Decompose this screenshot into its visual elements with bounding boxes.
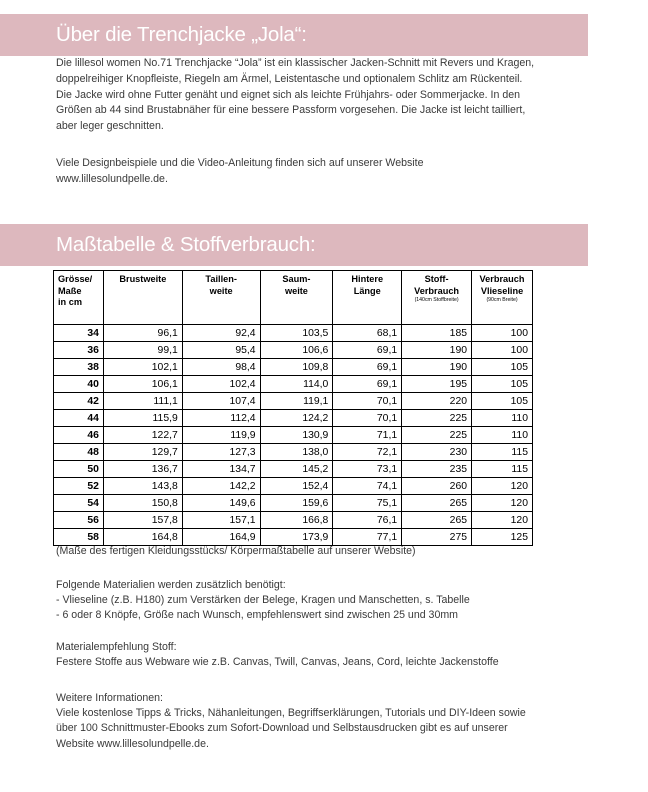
value-cell: 134,7 — [182, 461, 260, 478]
table-row — [54, 427, 533, 444]
value-cell: 95,4 — [182, 342, 260, 359]
value-cell: 164,8 — [103, 529, 182, 546]
column-header-line: Verbrauch — [414, 285, 460, 296]
info-line: Website www.lillesolundpelle.de. — [56, 737, 209, 750]
table-row — [54, 461, 533, 478]
table-row — [54, 359, 533, 376]
column-header-line: Saum- — [282, 274, 311, 284]
intro-line: Die Jacke wird ohne Futter genäht und eignet sich als leichte Frühjahrs- oder Sommerjacke. In den — [56, 88, 521, 101]
value-cell: 77,1 — [333, 529, 402, 546]
value-cell: 105 — [472, 376, 533, 393]
value-cell: 115 — [472, 461, 533, 478]
value-cell: 164,9 — [182, 529, 260, 546]
value-cell: 100 — [472, 325, 533, 342]
column-header-line: Vlieseline — [480, 285, 524, 296]
table-header-row — [54, 271, 533, 325]
section-banner-about — [0, 14, 588, 56]
value-cell: 157,8 — [103, 512, 182, 529]
column-header-line: Brustweite — [119, 274, 167, 284]
column-header-line: in cm — [58, 297, 82, 307]
value-cell: 105 — [472, 359, 533, 376]
value-cell: 157,1 — [182, 512, 260, 529]
value-cell: 225 — [402, 427, 472, 444]
size-cell: 48 — [54, 444, 104, 461]
value-cell: 130,9 — [260, 427, 333, 444]
value-cell: 119,9 — [182, 427, 260, 444]
value-cell: 195 — [402, 376, 472, 393]
website-line: Viele Designbeispiele und die Video-Anleitung finden sich auf unserer Website — [56, 157, 424, 169]
table-row — [54, 342, 533, 359]
value-cell: 110 — [472, 410, 533, 427]
value-cell: 120 — [472, 495, 533, 512]
value-cell: 68,1 — [333, 325, 402, 342]
table-caption: (Maße des fertigen Kleidungsstücks/ Körpermaßtabelle auf unserer Website) — [56, 545, 416, 557]
column-header-line: weite — [209, 285, 233, 296]
value-cell: 102,4 — [182, 376, 260, 393]
column-header — [333, 271, 402, 325]
value-cell: 149,6 — [182, 495, 260, 512]
column-header-line: Länge — [353, 285, 381, 296]
value-cell: 143,8 — [103, 478, 182, 495]
value-cell: 76,1 — [333, 512, 402, 529]
value-cell: 150,8 — [103, 495, 182, 512]
column-header-line: Grösse/ — [58, 274, 93, 284]
table-row — [54, 410, 533, 427]
materials-section — [56, 578, 601, 624]
value-cell: 260 — [402, 478, 472, 495]
column-header-line: Maße — [58, 285, 82, 296]
value-cell: 124,2 — [260, 410, 333, 427]
size-table — [53, 270, 533, 546]
size-cell: 34 — [54, 325, 104, 342]
table-row — [54, 512, 533, 529]
section-banner-table — [0, 224, 588, 266]
materials-heading: Folgende Materialien werden zusätzlich benötigt: — [56, 579, 286, 591]
column-header — [402, 271, 472, 325]
size-cell: 38 — [54, 359, 104, 376]
table-row — [54, 325, 533, 342]
value-cell: 275 — [402, 529, 472, 546]
column-header-line: Verbrauch — [479, 274, 525, 284]
section-title-table: Maßtabelle & Stoffverbrauch: — [56, 233, 316, 256]
size-cell: 36 — [54, 342, 104, 359]
value-cell: 119,1 — [260, 393, 333, 410]
table-row — [54, 444, 533, 461]
value-cell: 69,1 — [333, 376, 402, 393]
value-cell: 185 — [402, 325, 472, 342]
value-cell: 159,6 — [260, 495, 333, 512]
value-cell: 73,1 — [333, 461, 402, 478]
info-heading: Weitere Informationen: — [56, 692, 163, 704]
table-row — [54, 393, 533, 410]
table-row — [54, 376, 533, 393]
value-cell: 107,4 — [182, 393, 260, 410]
website-link[interactable]: www.lillesolundpelle.de. — [56, 172, 168, 185]
value-cell: 120 — [472, 512, 533, 529]
column-header — [472, 271, 533, 325]
table-row — [54, 529, 533, 546]
value-cell: 70,1 — [333, 410, 402, 427]
info-line: Viele kostenlose Tipps & Tricks, Nähanleitungen, Begriffserklärungen, Tutorials und DIY-Ideen sowie — [56, 707, 526, 720]
size-cell: 58 — [54, 529, 104, 546]
value-cell: 265 — [402, 495, 472, 512]
column-header-line: Stoff- — [424, 274, 449, 284]
value-cell: 230 — [402, 444, 472, 461]
value-cell: 190 — [402, 342, 472, 359]
value-cell: 100 — [472, 342, 533, 359]
value-cell: 92,4 — [182, 325, 260, 342]
value-cell: 106,1 — [103, 376, 182, 393]
fabric-text: Festere Stoffe aus Webware wie z.B. Canvas, Twill, Canvas, Jeans, Cord, leichte Jackenstoffe — [56, 656, 499, 669]
value-cell: 225 — [402, 410, 472, 427]
value-cell: 109,8 — [260, 359, 333, 376]
fabric-section — [56, 640, 601, 670]
value-cell: 98,4 — [182, 359, 260, 376]
size-cell: 54 — [54, 495, 104, 512]
size-cell: 52 — [54, 478, 104, 495]
website-paragraph — [56, 156, 596, 188]
value-cell: 145,2 — [260, 461, 333, 478]
column-header — [260, 271, 333, 325]
value-cell: 102,1 — [103, 359, 182, 376]
size-cell: 40 — [54, 376, 104, 393]
column-header — [103, 271, 182, 325]
value-cell: 69,1 — [333, 359, 402, 376]
value-cell: 220 — [402, 393, 472, 410]
value-cell: 69,1 — [333, 342, 402, 359]
value-cell: 120 — [472, 478, 533, 495]
materials-item: - 6 oder 8 Knöpfe, Größe nach Wunsch, empfehlenswert sind zwischen 25 und 30mm — [56, 609, 458, 622]
column-header-line: Taillen- — [205, 274, 237, 284]
value-cell: 136,7 — [103, 461, 182, 478]
column-header — [54, 271, 104, 325]
value-cell: 75,1 — [333, 495, 402, 512]
intro-line: Größen ab 44 sind Brustabnäher für eine bessere Passform vorgesehen. Die Jacke ist leicht tailliert, — [56, 104, 526, 117]
column-header-note: (90cm Breite) — [486, 297, 518, 303]
value-cell: 72,1 — [333, 444, 402, 461]
column-header-line: Hintere — [351, 274, 384, 284]
intro-line: Die lillesol women No.71 Trenchjacke “Jola” ist ein klassischer Jacken-Schnitt mit Revers und Kragen, — [56, 57, 535, 69]
value-cell: 265 — [402, 512, 472, 529]
value-cell: 74,1 — [333, 478, 402, 495]
section-title-about: Über die Trenchjacke „Jola“: — [56, 23, 307, 46]
fabric-heading: Materialempfehlung Stoff: — [56, 641, 177, 653]
value-cell: 105 — [472, 393, 533, 410]
value-cell: 115 — [472, 444, 533, 461]
value-cell: 99,1 — [103, 342, 182, 359]
size-cell: 42 — [54, 393, 104, 410]
column-header — [182, 271, 260, 325]
value-cell: 106,6 — [260, 342, 333, 359]
value-cell: 190 — [402, 359, 472, 376]
value-cell: 96,1 — [103, 325, 182, 342]
value-cell: 235 — [402, 461, 472, 478]
table-row — [54, 478, 533, 495]
value-cell: 152,4 — [260, 478, 333, 495]
value-cell: 103,5 — [260, 325, 333, 342]
intro-line: aber leger geschnitten. — [56, 120, 164, 133]
value-cell: 114,0 — [260, 376, 333, 393]
intro-line: doppelreihiger Knopfleiste, Riegeln am Ärmel, Leistentasche und optionalem Schlitz am Rückenteil. — [56, 72, 523, 85]
info-line: über 100 Schnittmuster-Ebooks zum Sofort-Download und Selbstausdrucken gibt es auf unserer — [56, 722, 508, 735]
value-cell: 70,1 — [333, 393, 402, 410]
size-cell: 46 — [54, 427, 104, 444]
value-cell: 115,9 — [103, 410, 182, 427]
size-cell: 44 — [54, 410, 104, 427]
intro-paragraph — [56, 56, 596, 135]
table-row — [54, 495, 533, 512]
value-cell: 129,7 — [103, 444, 182, 461]
value-cell: 173,9 — [260, 529, 333, 546]
value-cell: 112,4 — [182, 410, 260, 427]
value-cell: 138,0 — [260, 444, 333, 461]
materials-item: - Vlieseline (z.B. H180) zum Verstärken der Belege, Kragen und Manschetten, s. Tabelle — [56, 594, 470, 607]
column-header-note: (140cm Stoffbreite) — [414, 297, 459, 303]
value-cell: 127,3 — [182, 444, 260, 461]
value-cell: 71,1 — [333, 427, 402, 444]
value-cell: 166,8 — [260, 512, 333, 529]
value-cell: 125 — [472, 529, 533, 546]
value-cell: 142,2 — [182, 478, 260, 495]
info-section — [56, 691, 601, 752]
value-cell: 111,1 — [103, 393, 182, 410]
column-header-line: weite — [284, 285, 308, 296]
value-cell: 110 — [472, 427, 533, 444]
size-cell: 50 — [54, 461, 104, 478]
value-cell: 122,7 — [103, 427, 182, 444]
size-cell: 56 — [54, 512, 104, 529]
